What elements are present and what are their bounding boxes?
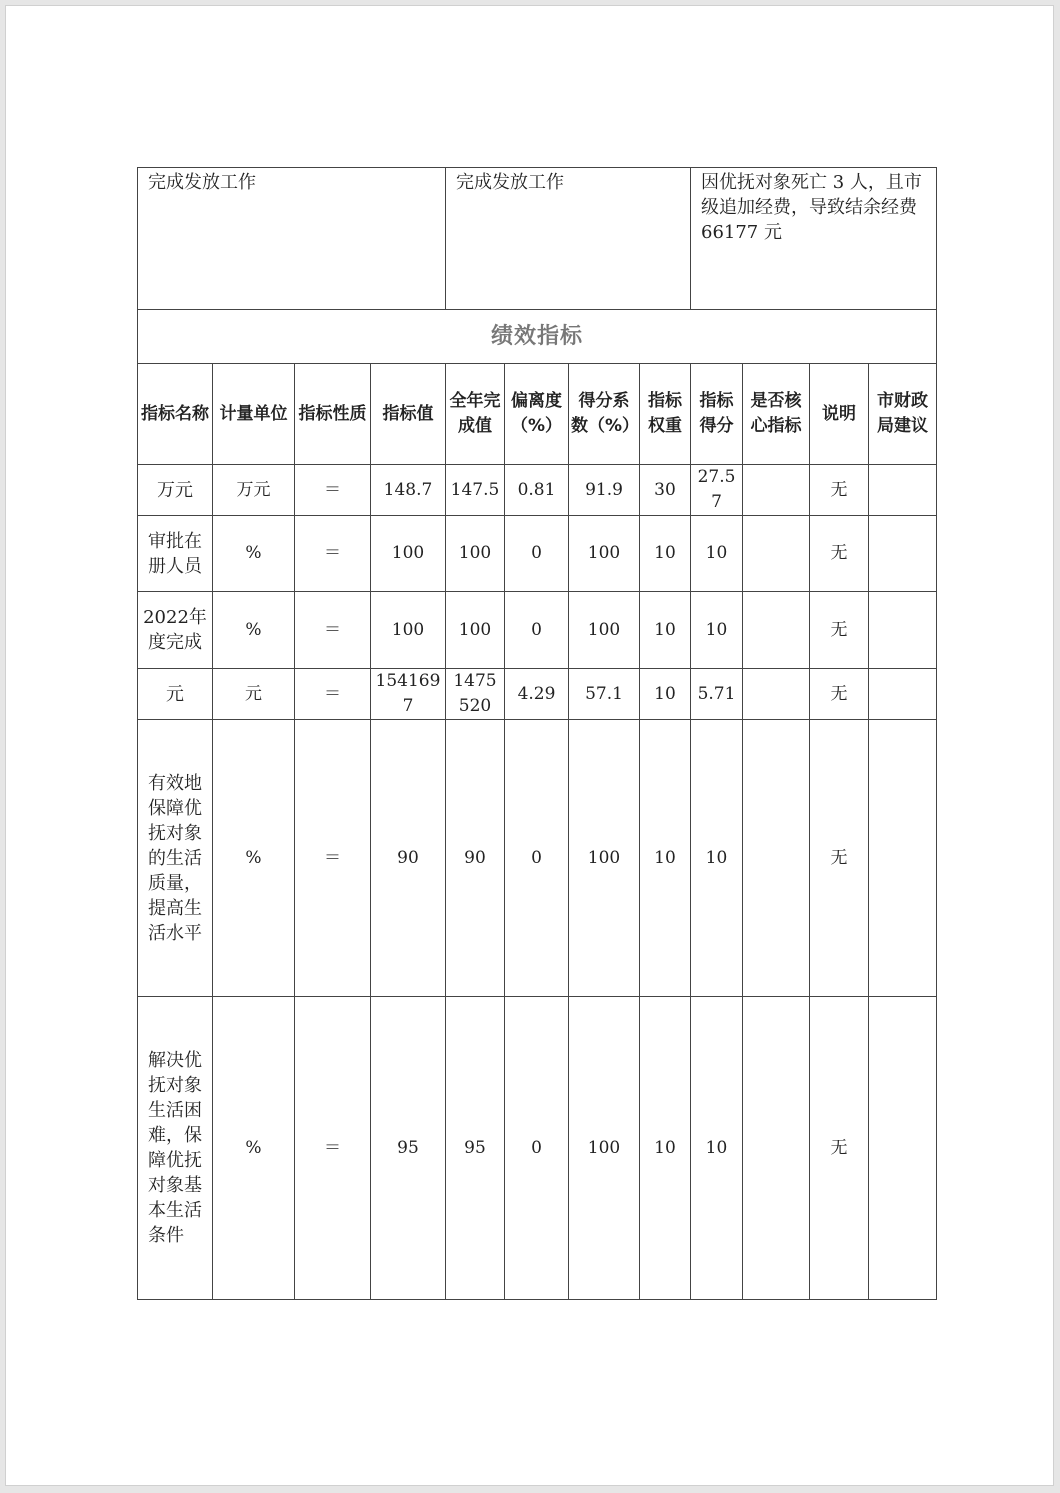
indicator-name: 审批在册人员	[138, 516, 213, 592]
table-row	[138, 720, 937, 997]
deviation-cell: 0.81	[505, 465, 569, 516]
unit-cell: %	[213, 720, 295, 997]
weight-cell: 10	[640, 997, 691, 1300]
nature-cell: ＝	[295, 465, 371, 516]
actual-cell: 90	[446, 720, 505, 997]
advice-cell	[869, 720, 937, 997]
weight-cell: 10	[640, 669, 691, 720]
header-cell: 全年完成值	[446, 364, 505, 465]
core-cell	[743, 516, 810, 592]
header-cell: 指标性质	[295, 364, 371, 465]
core-cell	[743, 669, 810, 720]
section-title: 绩效指标	[138, 310, 937, 364]
advice-cell	[869, 997, 937, 1300]
deviation-cell: 0	[505, 516, 569, 592]
deviation-cell: 0	[505, 592, 569, 669]
header-cell: 计量单位	[213, 364, 295, 465]
nature-cell: ＝	[295, 592, 371, 669]
target-cell: 90	[371, 720, 446, 997]
deviation-cell: 0	[505, 997, 569, 1300]
weight-cell: 10	[640, 592, 691, 669]
advice-cell	[869, 669, 937, 720]
unit-cell: %	[213, 516, 295, 592]
core-cell	[743, 465, 810, 516]
actual-cell: 1475520	[446, 669, 505, 720]
unit-cell: 元	[213, 669, 295, 720]
note-cell: 无	[810, 997, 869, 1300]
coef-cell: 57.1	[569, 669, 640, 720]
table-row	[138, 592, 937, 669]
actual-cell: 100	[446, 592, 505, 669]
deviation-cell: 0	[505, 720, 569, 997]
indicator-name: 解决优抚对象生活困难，保障优抚对象基本生活条件	[138, 997, 213, 1300]
advice-cell	[869, 516, 937, 592]
table-row	[138, 997, 937, 1300]
target-cell: 95	[371, 997, 446, 1300]
header-cell: 指标值	[371, 364, 446, 465]
header-cell: 指标名称	[138, 364, 213, 465]
table-row	[138, 669, 937, 720]
unit-cell: 万元	[213, 465, 295, 516]
indicator-name: 万元	[138, 465, 213, 516]
header-cell: 指标得分	[691, 364, 743, 465]
score-cell: 10	[691, 516, 743, 592]
summary-col3: 因优抚对象死亡 3 人，且市级追加经费，导致结余经费 66177 元	[691, 168, 937, 310]
header-cell: 偏离度（%）	[505, 364, 569, 465]
core-cell	[743, 997, 810, 1300]
coef-cell: 100	[569, 592, 640, 669]
coef-cell: 91.9	[569, 465, 640, 516]
note-cell: 无	[810, 720, 869, 997]
summary-row	[138, 168, 937, 310]
score-cell: 10	[691, 720, 743, 997]
header-cell: 市财政局建议	[869, 364, 937, 465]
score-cell: 5.71	[691, 669, 743, 720]
summary-col2: 完成发放工作	[446, 168, 691, 310]
summary-col1: 完成发放工作	[138, 168, 446, 310]
coef-cell: 100	[569, 720, 640, 997]
document-page	[5, 5, 1054, 1486]
nature-cell: ＝	[295, 516, 371, 592]
actual-cell: 95	[446, 997, 505, 1300]
note-cell: 无	[810, 465, 869, 516]
coef-cell: 100	[569, 516, 640, 592]
header-row	[138, 364, 937, 465]
score-cell: 10	[691, 997, 743, 1300]
core-cell	[743, 720, 810, 997]
header-cell: 指标权重	[640, 364, 691, 465]
indicator-name: 2022年度完成	[138, 592, 213, 669]
target-cell: 148.7	[371, 465, 446, 516]
note-cell: 无	[810, 516, 869, 592]
advice-cell	[869, 592, 937, 669]
actual-cell: 100	[446, 516, 505, 592]
unit-cell: %	[213, 997, 295, 1300]
section-row	[138, 310, 937, 364]
score-cell: 10	[691, 592, 743, 669]
actual-cell: 147.5	[446, 465, 505, 516]
header-cell: 说明	[810, 364, 869, 465]
nature-cell: ＝	[295, 669, 371, 720]
weight-cell: 10	[640, 516, 691, 592]
table-row	[138, 465, 937, 516]
target-cell: 100	[371, 592, 446, 669]
weight-cell: 10	[640, 720, 691, 997]
header-cell: 是否核心指标	[743, 364, 810, 465]
unit-cell: %	[213, 592, 295, 669]
advice-cell	[869, 465, 937, 516]
weight-cell: 30	[640, 465, 691, 516]
score-cell: 27.57	[691, 465, 743, 516]
nature-cell: ＝	[295, 997, 371, 1300]
deviation-cell: 4.29	[505, 669, 569, 720]
target-cell: 1541697	[371, 669, 446, 720]
indicator-name: 有效地保障优抚对象的生活质量，提高生活水平	[138, 720, 213, 997]
nature-cell: ＝	[295, 720, 371, 997]
target-cell: 100	[371, 516, 446, 592]
note-cell: 无	[810, 669, 869, 720]
coef-cell: 100	[569, 997, 640, 1300]
indicator-name: 元	[138, 669, 213, 720]
performance-table	[137, 167, 937, 1300]
header-cell: 得分系数（%）	[569, 364, 640, 465]
core-cell	[743, 592, 810, 669]
table-row	[138, 516, 937, 592]
note-cell: 无	[810, 592, 869, 669]
